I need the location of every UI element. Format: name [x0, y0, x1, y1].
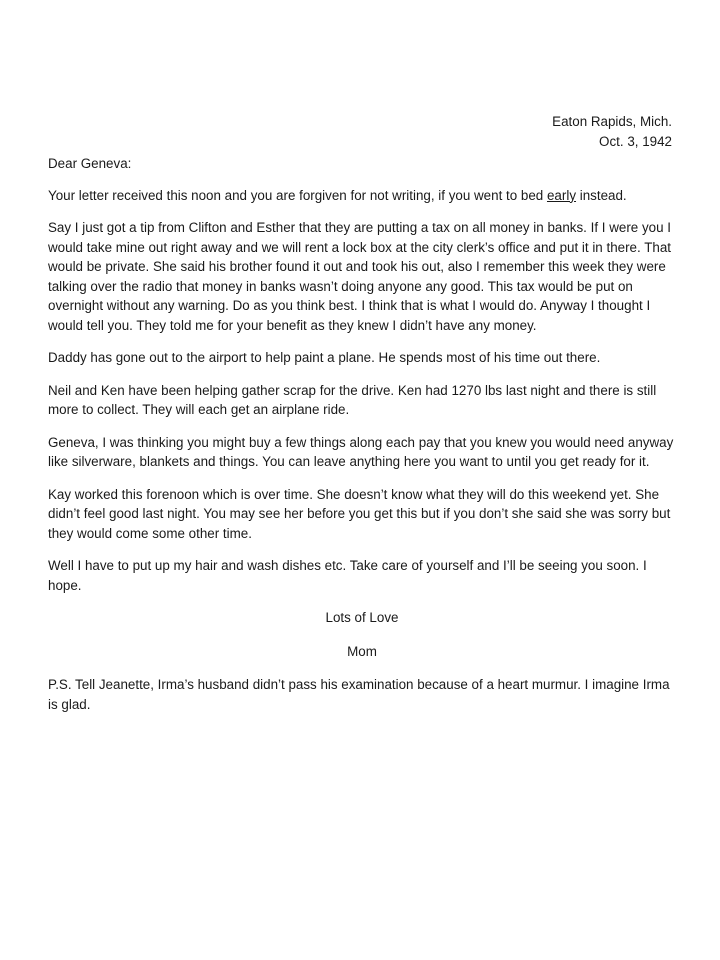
paragraph-2: Say I just got a tip from Clifton and Esther that they are putting a tax on all money in banks. If I were you I would take mine out right away and we will rent a lock box at the city clerk’s office and put it in there. That would be private. She said his brother found it out and took his out, also I remember this week they were talking over the radio that money in banks wasn’t doing anyone any good. This tax would be put on overnight without any warning. Do as you think best. I think that is what I would do. Anyway I thought I would tell you. They told me for your benefit as they knew I didn’t have any money. — [48, 220, 671, 333]
paragraph-3: Daddy has gone out to the airport to help paint a plane. He spends most of his time out there. — [48, 350, 601, 365]
salutation: Dear Geneva: — [48, 156, 132, 171]
paragraph-1 — [48, 186, 676, 206]
place-line: Eaton Rapids, Mich. — [552, 114, 672, 129]
paragraph-5: Geneva, I was thinking you might buy a few things along each pay that you knew you would need anyway like silverware, blankets and things. You can leave anything here you want to until you get ready for it. — [48, 434, 674, 469]
paragraph-4: Neil and Ken have been helping gather scrap for the drive. Ken had 1270 lbs last night and there is still more to collect. They will each get an airplane ride. — [48, 382, 657, 417]
date-line: Oct. 3, 1942 — [599, 134, 672, 149]
signature: Mom — [347, 643, 377, 659]
paragraph-6: Kay worked this forenoon which is over time. She doesn’t know what they will do this weekend yet. She didn’t feel good last night. You may see her before you get this but if you don’t she said she was sorry but they would come some other time. — [48, 486, 671, 541]
underlined-word: early — [546, 187, 577, 203]
paragraph-1-end: instead. — [576, 187, 627, 203]
paragraph-1-start: Your letter received this noon and you are forgiven for not writing, if you went to bed — [48, 187, 547, 203]
paragraph-7: Well I have to put up my hair and wash dishes etc. Take care of yourself and I’ll be seeing you soon. I hope. — [48, 558, 647, 593]
letter-header — [48, 112, 672, 152]
letter — [48, 112, 676, 727]
closing-line: Lots of Love — [325, 610, 399, 625]
postscript: P.S. Tell Jeanette, Irma’s husband didn’t pass his examination because of a heart murmur. I imagine Irma is glad. — [48, 677, 670, 712]
